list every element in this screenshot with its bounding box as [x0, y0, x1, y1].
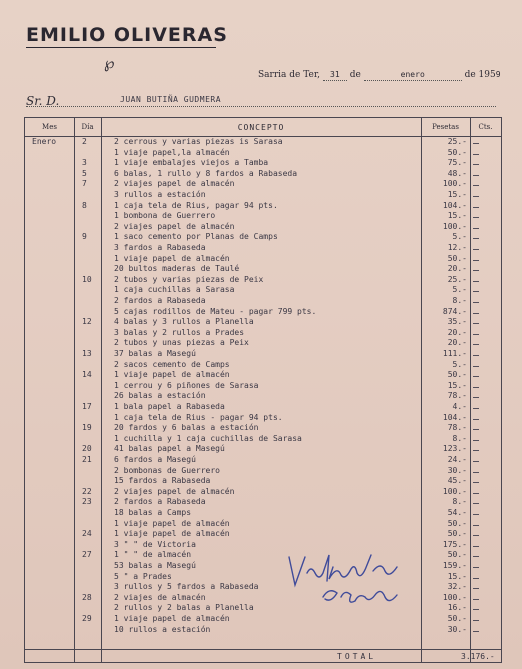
row-concept: 3 rullos a estación [114, 190, 206, 199]
row-concept: 1 bala papel a Rabasedа [114, 402, 225, 411]
day-value: 31 [330, 70, 340, 79]
cents-dash [473, 419, 479, 420]
cents-dash [473, 450, 479, 451]
cents-dash [473, 143, 479, 144]
year-suffix: 9 [495, 70, 501, 79]
row-amount: 5.- [452, 359, 467, 369]
cents-dash [473, 238, 479, 239]
header-pesetas: Pesetas [432, 123, 459, 131]
row-concept: 2 rullos y 2 balas a Planella [114, 603, 254, 613]
row-concept: 1 " " de almacén [114, 550, 192, 560]
row-amount: 15.- [447, 190, 467, 199]
row-day: 27 [82, 550, 92, 560]
row-concept: 2 viajes de almacén [114, 592, 206, 602]
row-amount: 25.- [447, 137, 467, 146]
row-amount: 104.- [442, 412, 467, 422]
row-concept: 1 viaje papel de almacén [114, 529, 230, 539]
row-concept: 37 balas a Masegú [114, 349, 196, 358]
company-flourish: ℘ [104, 54, 115, 72]
row-amount: 48.- [447, 168, 467, 178]
row-concept: 2 viajes papel de almacén [114, 179, 235, 189]
cents-dash [473, 599, 479, 600]
row-day: 21 [82, 455, 92, 464]
column-divider [101, 118, 102, 662]
column-divider [74, 118, 75, 662]
row-amount: 100.- [442, 486, 467, 496]
row-amount: 50.- [447, 518, 467, 528]
row-amount: 54.- [447, 508, 467, 517]
row-day: 7 [82, 179, 87, 189]
cents-dash [473, 397, 479, 398]
row-amount: 30.- [447, 465, 467, 475]
row-amount: 104.- [442, 200, 467, 210]
row-amount: 874.- [442, 306, 467, 316]
row-concept: 1 bombona de Guerrero [114, 211, 216, 221]
place-date-line [258, 70, 501, 81]
cents-dash [473, 440, 479, 441]
salutation: Sr. D. [26, 94, 60, 108]
cents-dash [473, 164, 479, 165]
cents-dash [473, 154, 479, 155]
row-amount: 50.- [447, 147, 467, 157]
row-amount: 15.- [447, 571, 467, 581]
row-amount: 20.- [447, 327, 467, 337]
row-amount: 50.- [447, 370, 467, 380]
row-amount: 45.- [447, 476, 467, 486]
row-amount: 78.- [447, 423, 467, 433]
cents-dash [473, 355, 479, 356]
header-mes: Mes [42, 123, 57, 131]
row-day: 3 [82, 158, 87, 168]
row-concept: 1 viaje papel de almacén [114, 370, 230, 380]
row-day: 9 [82, 232, 87, 242]
cents-dash [473, 228, 479, 229]
row-concept: 20 fardos y 6 balas a estación [114, 423, 259, 433]
company-underline [26, 47, 216, 48]
cents-dash [473, 588, 479, 589]
row-amount: 100.- [442, 592, 467, 602]
cents-dash [473, 196, 479, 197]
total-label: TOTAL [337, 652, 377, 661]
row-amount: 50.- [447, 529, 467, 539]
row-day: 28 [82, 592, 92, 602]
cents-dash [473, 376, 479, 377]
cents-dash [473, 556, 479, 557]
cents-dash [473, 408, 479, 409]
row-concept: 4 balas y 3 rullos a Planella [114, 317, 254, 327]
cents-dash [473, 217, 479, 218]
cents-dash [473, 567, 479, 568]
row-concept: 3 fardos a Rabasedа [114, 243, 206, 252]
row-amount: 75.- [447, 158, 467, 168]
row-amount: 100.- [442, 221, 467, 231]
cents-dash [473, 344, 479, 345]
row-amount: 8.- [452, 497, 467, 507]
row-concept: 2 tubos y unas piezas a Peix [114, 338, 249, 348]
row-amount: 50.- [447, 253, 467, 263]
total-row [25, 649, 501, 662]
row-concept: 1 caja cuchillas a Sarasa [114, 285, 235, 295]
customer-name: JUAN BUTIÑA GUDMERA [120, 95, 222, 104]
row-concept: 53 balas a Masegú [114, 561, 196, 570]
cents-dash [473, 461, 479, 462]
cents-dash [473, 429, 479, 430]
total-amount: 3.176.- [461, 652, 495, 661]
row-concept: 2 cerrous y varias piezas is Sarasa [114, 137, 283, 146]
row-amount: 50.- [447, 614, 467, 623]
cents-dash [473, 387, 479, 388]
row-amount: 32.- [447, 582, 467, 592]
row-concept: 1 viaje papel de almacén [114, 518, 230, 528]
row-concept: 18 balas a Camps [114, 508, 192, 517]
row-day: 29 [82, 614, 92, 623]
row-concept: 2 tubos y varias piezas de Peix [114, 274, 264, 284]
row-amount: 159.- [442, 561, 467, 570]
row-amount: 25.- [447, 274, 467, 284]
row-amount: 111.- [442, 349, 467, 358]
cents-dash [473, 482, 479, 483]
cents-dash [473, 503, 479, 504]
month-value: enero [400, 70, 425, 79]
row-concept: 2 bombonas de Guerrero [114, 465, 220, 475]
row-amount: 12.- [447, 243, 467, 252]
day-field [323, 70, 347, 81]
cents-dash [473, 281, 479, 282]
row-concept: 2 fardos a Rabasedа [114, 497, 206, 507]
cents-dash [473, 249, 479, 250]
row-concept: 2 viajes papel de almacén [114, 221, 235, 231]
de-label-1: de [349, 70, 361, 80]
row-amount: 15.- [447, 380, 467, 390]
row-concept: 1 viaje papel de almacén [114, 614, 230, 623]
cents-dash [473, 472, 479, 473]
cents-dash [473, 631, 479, 632]
row-day: 14 [82, 370, 92, 380]
row-day: 10 [82, 274, 92, 284]
de-label-2: de 195 [464, 70, 496, 80]
row-concept: 2 fardos a Rabasedа [114, 296, 206, 305]
cents-dash [473, 175, 479, 176]
table-header-row [25, 118, 501, 137]
cents-dash [473, 302, 479, 303]
cents-dash [473, 207, 479, 208]
row-concept: 10 rullos a estación [114, 624, 211, 634]
row-amount: 50.- [447, 550, 467, 560]
row-amount: 20.- [447, 338, 467, 348]
cents-dash [473, 260, 479, 261]
row-concept: 6 balas, 1 rullo y 8 fardos a Rabasedа [114, 168, 298, 178]
row-amount: 24.- [447, 455, 467, 464]
row-amount: 100.- [442, 179, 467, 189]
row-amount: 20.- [447, 264, 467, 274]
row-concept: 5 cajas rodillos de Mateu - pagar 799 pts. [114, 306, 317, 316]
row-concept: 26 balas a estación [114, 391, 206, 401]
header-dia: Día [81, 123, 94, 131]
row-concept: 1 viaje papel,la almacén [114, 147, 230, 157]
row-day: 20 [82, 444, 92, 454]
row-concept: 2 sacos cemento de Camps [114, 359, 230, 369]
row-day: 24 [82, 529, 92, 539]
header-cts: Cts. [478, 123, 493, 131]
row-concept: 1 viaje papel de almacén [114, 253, 230, 263]
month-field [364, 70, 462, 81]
place-label: Sarria de Ter, [258, 70, 320, 80]
row-concept: 3 " " de Victoria [114, 539, 196, 549]
row-amount: 123.- [442, 444, 467, 454]
row-amount: 30.- [447, 624, 467, 634]
row-amount: 5.- [452, 285, 467, 295]
row-concept: 3 balas y 2 rullos a Prades [114, 327, 245, 337]
row-amount: 78.- [447, 391, 467, 401]
cents-dash [473, 546, 479, 547]
cents-dash [473, 525, 479, 526]
column-divider [470, 118, 471, 662]
row-concept: 3 rullos y 5 fardos a Rabasedа [114, 582, 259, 592]
cents-dash [473, 366, 479, 367]
row-amount: 8.- [452, 433, 467, 443]
handwritten-signature [285, 551, 410, 611]
customer-rule [26, 106, 496, 107]
cents-dash [473, 313, 479, 314]
row-concept: 1 caja tela de Rius - pagar 94 pts. [114, 412, 283, 422]
row-amount: 4.- [452, 402, 467, 411]
row-concept: 20 bultos maderas de Taulé [114, 264, 240, 274]
header-concepto: CONCEPTO [237, 123, 285, 132]
row-concept: 1 cerrou y 6 piñones de Sarasa [114, 380, 259, 390]
row-amount: 35.- [447, 317, 467, 327]
row-concept: 6 fardos a Masegú [114, 455, 196, 464]
row-concept: 1 saco cemento por Planas de Camps [114, 232, 278, 242]
cents-dash [473, 185, 479, 186]
row-concept: 15 fardos a Rabasedа [114, 476, 211, 486]
row-concept: 5 " a Prades [114, 571, 172, 581]
row-day: 13 [82, 349, 92, 358]
row-day: 2 [82, 137, 87, 146]
cents-dash [473, 514, 479, 515]
row-day: 8 [82, 200, 87, 210]
row-concept: 41 balas papel a Masegú [114, 444, 225, 454]
cents-dash [473, 578, 479, 579]
row-amount: 15.- [447, 211, 467, 221]
cents-dash [473, 609, 479, 610]
row-concept: 2 viajes papel de almacén [114, 486, 235, 496]
row-day: 5 [82, 168, 87, 178]
cents-dash [473, 535, 479, 536]
cents-dash [473, 620, 479, 621]
row-day: 12 [82, 317, 92, 327]
company-name: EMILIO OLIVERAS [26, 24, 228, 46]
row-concept: 1 cuchilla y 1 caja cuchillas de Sarasa [114, 433, 302, 443]
row-concept: 1 caja tela de Rius, pagar 94 pts. [114, 200, 278, 210]
row-day: 23 [82, 497, 92, 507]
row-month: Enero [32, 137, 57, 146]
invoice-table [24, 117, 502, 663]
row-amount: 5.- [452, 232, 467, 242]
row-amount: 16.- [447, 603, 467, 613]
row-concept: 1 viaje embalajes viejos a Tamba [114, 158, 269, 168]
column-divider [421, 118, 422, 662]
row-day: 17 [82, 402, 92, 411]
row-amount: 175.- [442, 539, 467, 549]
cents-dash [473, 323, 479, 324]
cents-dash [473, 270, 479, 271]
cents-dash [473, 493, 479, 494]
cents-dash [473, 291, 479, 292]
row-day: 19 [82, 423, 92, 433]
row-amount: 8.- [452, 296, 467, 305]
cents-dash [473, 334, 479, 335]
row-day: 22 [82, 486, 92, 496]
